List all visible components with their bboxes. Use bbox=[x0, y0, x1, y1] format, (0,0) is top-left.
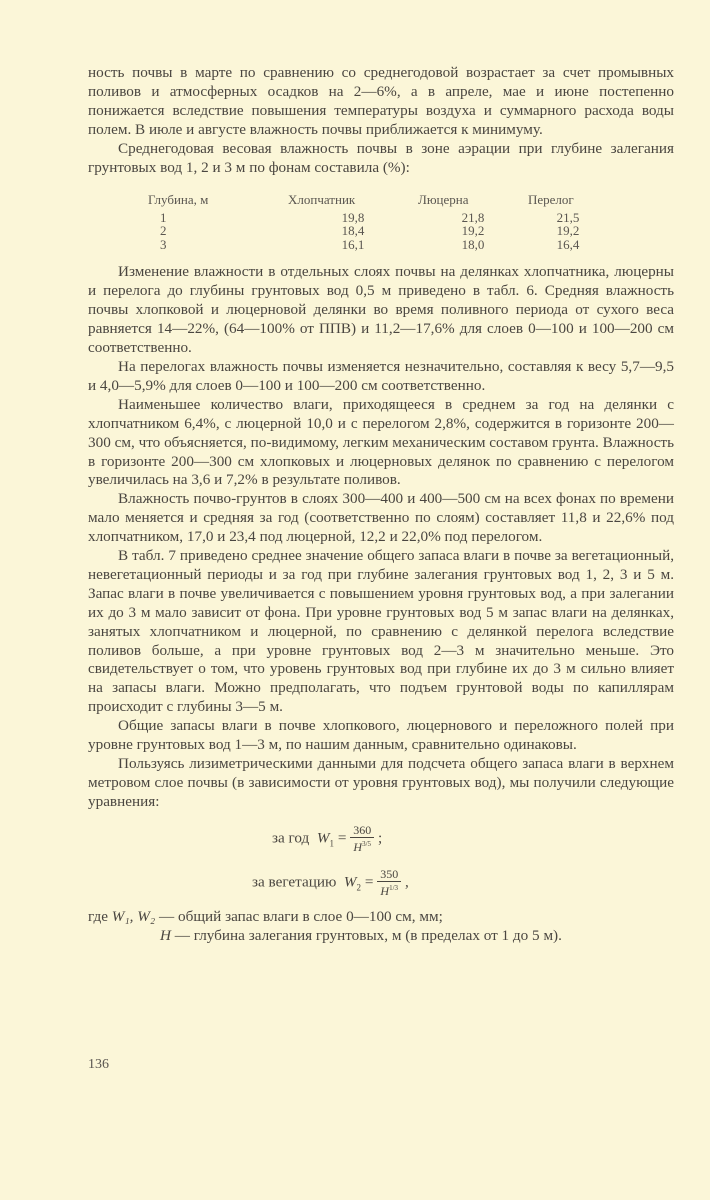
equation-subscript: 2 bbox=[356, 882, 362, 893]
text-column bbox=[88, 64, 674, 946]
definition-line bbox=[88, 908, 674, 927]
equation-variable: W bbox=[316, 829, 330, 847]
definition-text: — глубина залегания грунтовых, м (в пределах от 1 до 5 м). bbox=[174, 926, 562, 944]
table-row bbox=[148, 238, 608, 252]
fraction bbox=[377, 868, 401, 898]
equation-punctuation: , bbox=[405, 873, 409, 891]
equation-lead: за вегетацию bbox=[252, 873, 337, 891]
equation-punctuation: ; bbox=[378, 829, 383, 847]
fraction-numerator: 360 bbox=[350, 824, 374, 838]
fraction-denominator bbox=[350, 838, 374, 854]
col-header-fallow: Перелог bbox=[528, 192, 574, 208]
table-cell: 19,2 bbox=[461, 223, 485, 239]
defined-variables: W₁, W₂ bbox=[111, 907, 156, 925]
paragraph: Среднегодовая весовая влажность почвы в зоне аэрации при глубине залегания грунтовых вод 1, 2 и 3 м по фонам составила (%): bbox=[88, 139, 674, 176]
definition-text: — общий запас влаги в слое 0—100 см, мм; bbox=[159, 907, 443, 925]
equation-vegetation: за вегетацию $W_2$ = $\frac{350}{H^{1/3}}$ , bbox=[252, 866, 409, 898]
equation-variable: W bbox=[343, 873, 357, 891]
defined-variable: H bbox=[160, 926, 171, 944]
denominator-base: H bbox=[353, 839, 363, 854]
fraction bbox=[350, 824, 374, 854]
table-cell: 21,8 bbox=[461, 209, 485, 225]
table-cell: 18,4 bbox=[341, 223, 365, 239]
fraction-denominator bbox=[377, 882, 401, 898]
table-cell: 21,5 bbox=[556, 209, 580, 225]
paragraph: Пользуясь лизиметрическими данными для подсчета общего запаса влаги в верхнем метровом слое почвы (в зависимости от уровня грунтовых вод), мы получили следующие уравнения: bbox=[88, 755, 674, 810]
paragraph: Влажность почво-грунтов в слоях 300—400 и 400—500 см на всех фонах по времени мало меняется и средняя за год (соответственно по слоям) составляет 11,8 и 22,6% под хлопчатником, 17,0 и 23,4 под люцерной, 12,2 и 22,0% под перелогом. bbox=[88, 490, 674, 546]
equation-lead: за год bbox=[272, 829, 310, 847]
col-header-depth: Глубина, м bbox=[148, 192, 209, 208]
paragraph: Наименьшее количество влаги, приходящееся в среднем за год на делянки с хлопчатником 6,4%, с люцерной 10,0 и с перелогом 2,8%, содержится в горизонте 200—300 см, что объясняется, по-видимому, легким механическим составом грунта. Влажность в горизонте 200—300 см хлопковых и люцерновых делянок по сравнению с перелогом увеличилась на 3,6 и 7,2% в результате поливов. bbox=[88, 395, 674, 489]
table-row bbox=[148, 211, 608, 225]
col-header-cotton: Хлопчатник bbox=[288, 192, 356, 208]
paragraph: Изменение влажности в отдельных слоях почвы на делянках хлопчатника, люцерны и перелога до глубины грунтовых вод 0,5 м приведено в табл. 6. Средняя влажность почвы хлопковой и люцерновой делянки во время поливного периода от сухого веса равняется 14—22%, (64—100% от ППВ) и 11,2—17,6% для слоев 0—100 и 100—200 см соответственно. bbox=[88, 263, 674, 357]
table-row bbox=[148, 224, 608, 238]
paragraph: На перелогах влажность почвы изменяется незначительно, составляя к весу 5,7—9,5 и 4,0—5,9% для слоев 0—100 и 100—200 см соответственно. bbox=[88, 357, 674, 394]
moisture-table bbox=[148, 193, 608, 251]
col-header-alfalfa: Люцерна bbox=[418, 192, 469, 208]
where-word: где bbox=[88, 907, 108, 925]
table-cell: 2 bbox=[160, 223, 167, 239]
table-cell: 1 bbox=[160, 209, 167, 225]
table-cell: 19,2 bbox=[556, 223, 580, 239]
variable-definitions bbox=[88, 908, 674, 946]
exponent: 1/3 bbox=[389, 883, 399, 892]
fraction-numerator: 350 bbox=[377, 868, 401, 882]
table-cell: 3 bbox=[160, 236, 167, 252]
table-header-row bbox=[148, 193, 608, 211]
paragraph: Общие запасы влаги в почве хлопкового, люцернового и переложного полей при уровне грунтовых вод 1—3 м, по нашим данным, сравнительно одинаковы. bbox=[88, 717, 674, 754]
definition-line bbox=[88, 927, 674, 946]
denominator-base: H bbox=[380, 883, 390, 898]
table-cell: 18,0 bbox=[461, 236, 485, 252]
equation-annual: за год $W_1$ = $\frac{360}{H^{3/5}}$ ; bbox=[272, 822, 383, 854]
table-cell: 16,1 bbox=[341, 236, 365, 252]
paragraph: В табл. 7 приведено среднее значение общего запаса влаги в почве за вегетационный, невегетационный периоды и за год при глубине залегания грунтовых вод 1, 2, 3 и 5 м. Запас влаги в почве увеличивается с повышением уровня грунтовых вод, а при залегании их до 3 м мало зависит от фона. При уровне грунтовых вод 5 м запас влаги на делянках, занятых хлопчатником и люцерной, по сравнению с делянкой перелога вследствие поливов больше, а при уровне грунтовых вод 2—3 м значительно меньше. Это свидетельствует о том, что уровень грунтовых вод при глубине их до 3 м сильно влияет на запасы влаги. Можно предполагать, что подъем грунтовой воды по капиллярам происходит с глубины 3—5 м. bbox=[88, 547, 674, 716]
exponent: 3/5 bbox=[362, 839, 372, 848]
table-cell: 19,8 bbox=[341, 209, 365, 225]
table-cell: 16,4 bbox=[556, 236, 580, 252]
equation-subscript: 1 bbox=[329, 838, 335, 849]
paragraph: ность почвы в марте по сравнению со среднегодовой возрастает за счет промывных поливов и атмосферных осадков на 2—6%, а в апреле, мае и июне постепенно понижается вследствие повышения температуры воздуха и суммарного расхода воды полем. В июле и августе влажность почвы приближается к минимуму. bbox=[88, 64, 674, 138]
page-number: 136 bbox=[88, 1057, 109, 1072]
